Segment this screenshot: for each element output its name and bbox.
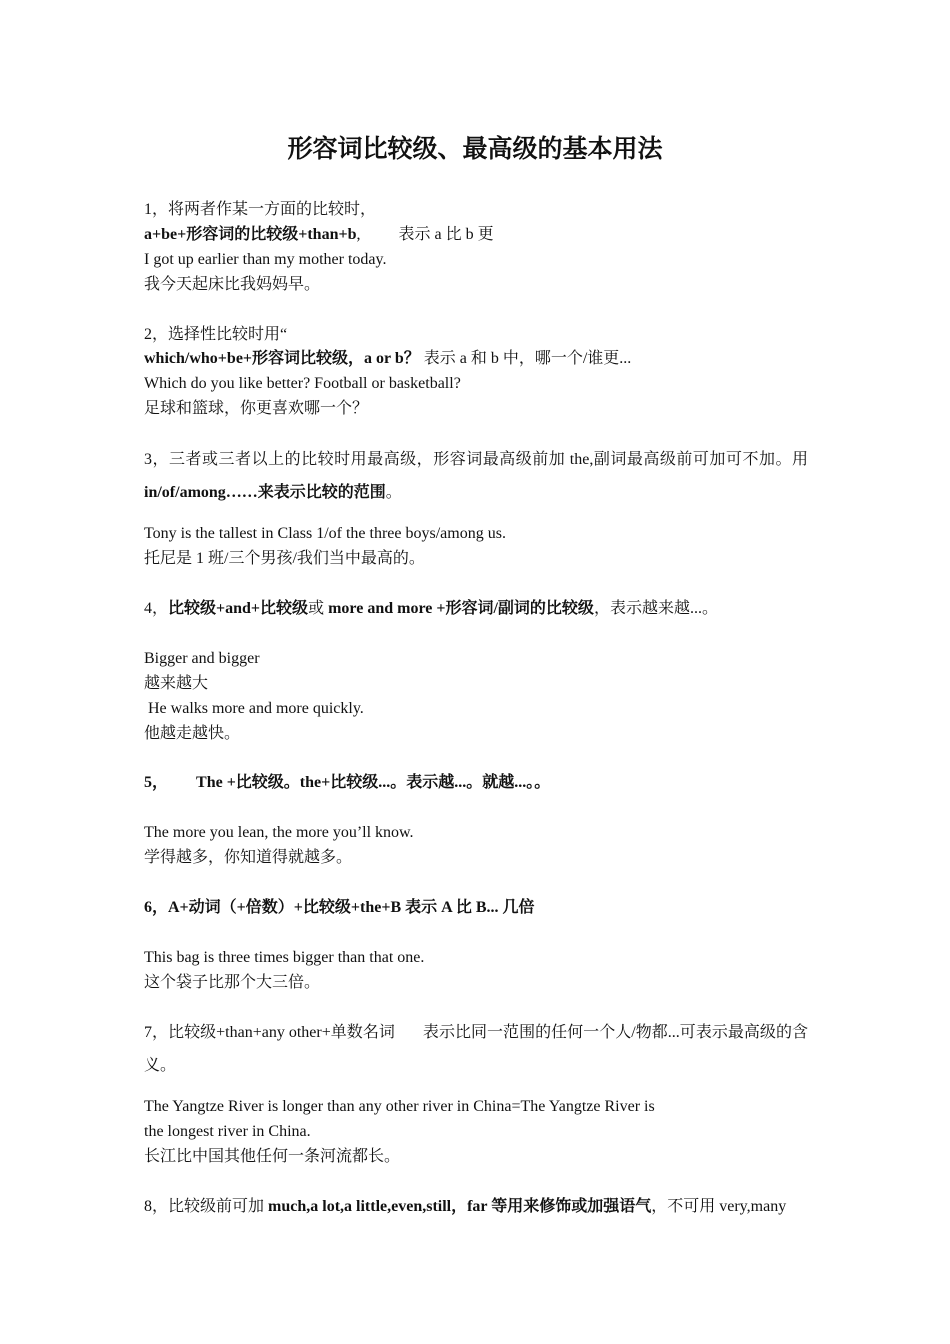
s1-translation: 我今天起床比我妈妈早。	[144, 276, 321, 293]
s4-rule-line	[144, 598, 718, 620]
s1-rule: a+be+形容词的比较级+than+b	[144, 226, 357, 243]
s8-rule: much,a lot,a little,even,still，far 等用来修饰或加强语气	[268, 1198, 652, 1215]
s1-intro: 1，将两者作某一方面的比较时，	[144, 201, 377, 218]
s2-rule: which/who+be+形容词比较级，a or b？	[144, 350, 420, 367]
s2-intro: 2，选择性比较时用“	[144, 326, 288, 343]
s2-rule-line	[144, 348, 631, 370]
s2-example: Which do you like better? Football or basketball?	[144, 375, 461, 392]
s3-end: 。	[385, 484, 402, 501]
page-title: 形容词比较级、最高级的基本用法	[287, 134, 663, 163]
s3-rule: in/of/among……来表示比较的范围	[144, 484, 386, 501]
s5-translation: 学得越多，你知道得就越多。	[144, 849, 353, 866]
s4-example-1: Bigger and bigger	[144, 650, 260, 667]
s8-tail: ，不可用 very,many	[651, 1198, 787, 1215]
s5-rule-line	[144, 772, 550, 794]
s2-meaning: 表示 a 和 b 中，哪一个/谁更...	[423, 350, 632, 367]
s4-meaning: ，表示越来越...。	[593, 600, 718, 617]
s1-meaning: 表示 a 比 b 更	[398, 226, 494, 243]
s7-rule: 7，比较级+than+any other+单数名词	[144, 1024, 395, 1041]
s8-line	[144, 1196, 786, 1218]
s3-paragraph	[144, 443, 808, 509]
s7-meaning: 表示比同一范围的任何一个人/物都...可表示最高级的含义。	[144, 1024, 808, 1074]
s6-rule-text: 6，A+动词（+倍数）+比较级+the+B 表示 A 比 B... 几倍	[144, 899, 535, 916]
s8-intro: 8，比较级前可加	[144, 1198, 269, 1215]
s2-translation: 足球和篮球，你更喜欢哪一个？	[144, 400, 369, 417]
s5-example: The more you lean, the more you’ll know.	[144, 824, 414, 841]
s3-text: 3，三者或三者以上的比较时用最高级，形容词最高级前加 the,副词最高级前可加可不加。用	[144, 451, 808, 468]
s4-num: 4，	[144, 600, 169, 617]
s3-translation: 托尼是 1 班/三个男孩/我们当中最高的。	[144, 550, 425, 567]
s5-rule: The +比较级。the+比较级...。表示越...。就越...。。	[196, 774, 551, 791]
s4-translation-2: 他越走越快。	[144, 725, 241, 742]
s7-example-2: the longest river in China.	[144, 1123, 311, 1140]
s4-translation-1: 越来越大	[144, 675, 209, 692]
s7-paragraph	[144, 1016, 808, 1082]
s1-rule-tail: ,	[356, 226, 361, 243]
s6-example: This bag is three times bigger than that one.	[144, 949, 425, 966]
s7-translation: 长江比中国其他任何一条河流都长。	[144, 1148, 401, 1165]
s7-example-1: The Yangtze River is longer than any other river in China=The Yangtze River is	[144, 1098, 655, 1115]
s4-rule2: more and more +形容词/副词的比较级	[328, 600, 594, 617]
s5-num: 5，	[144, 774, 169, 791]
s4-or: 或	[308, 600, 329, 617]
s1-example: I got up earlier than my mother today.	[144, 251, 387, 268]
s1-rule-line	[144, 224, 494, 246]
s6-rule	[144, 897, 535, 919]
s6-translation: 这个袋子比那个大三倍。	[144, 974, 321, 991]
s3-example: Tony is the tallest in Class 1/of the three boys/among us.	[144, 525, 506, 542]
s4-example-2: He walks more and more quickly.	[144, 700, 364, 717]
s4-rule1: 比较级+and+比较级	[168, 600, 309, 617]
